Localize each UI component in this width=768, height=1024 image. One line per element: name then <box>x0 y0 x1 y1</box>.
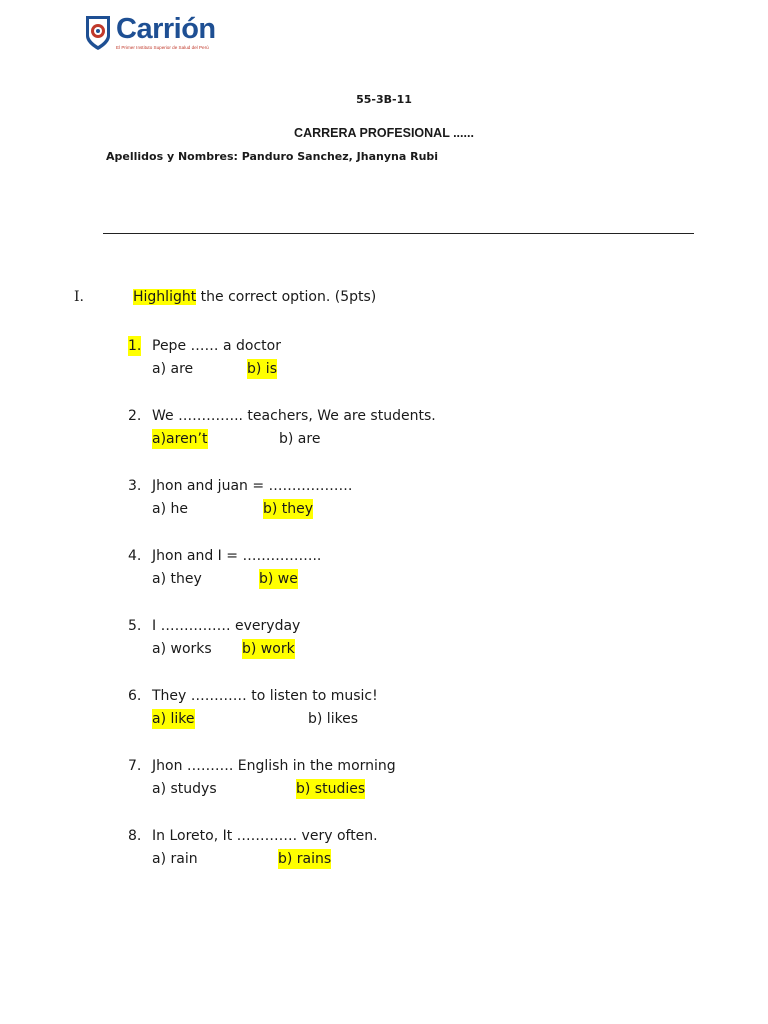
question-number: 3. <box>128 478 142 494</box>
question-1-option-a: a) are <box>152 361 194 377</box>
institute-logo <box>84 14 216 52</box>
question-6-option-b: b) likes <box>308 711 359 727</box>
question-4-option-a: a) they <box>152 571 202 587</box>
instruction-text: the correct option. (5pts) <box>196 289 377 305</box>
question-number: 6. <box>128 688 142 704</box>
question-6-option-a: a) like <box>152 711 195 727</box>
question-1-option-b: b) is <box>247 361 277 377</box>
question-3-option-b: b) they <box>263 501 314 517</box>
question-text: Jhon and I = …………….. <box>152 548 322 564</box>
question-3-option-a: a) he <box>152 501 188 517</box>
question-text: I …………… everyday <box>152 618 301 634</box>
header-divider <box>103 233 694 234</box>
question-7-option-a: a) studys <box>152 781 217 797</box>
question-number: 8. <box>128 828 142 844</box>
question-2-option-a: a)aren’t <box>152 431 208 447</box>
question-number: 4. <box>128 548 142 564</box>
shield-crest-icon <box>84 14 112 52</box>
question-7-option-b: b) studies <box>296 781 366 797</box>
question-number: 1. <box>128 338 142 354</box>
section-number: I. <box>74 289 84 305</box>
student-name: Apellidos y Nombres: Panduro Sanchez, Jhanyna Rubi <box>106 150 439 163</box>
question-number: 5. <box>128 618 142 634</box>
logo-tagline: El Primer Instituto Superior de Salud del Perú <box>116 45 209 50</box>
question-2-option-b: b) are <box>279 431 321 447</box>
question-text: Jhon ………. English in the morning <box>152 758 396 774</box>
section-instruction <box>133 289 376 305</box>
logo-name: Carrión <box>116 13 216 45</box>
question-text: Jhon and juan = ……………… <box>152 478 353 494</box>
question-text: Pepe …… a doctor <box>152 338 281 354</box>
question-8-option-a: a) rain <box>152 851 198 867</box>
instruction-highlight-word: Highlight <box>133 289 197 305</box>
question-number: 2. <box>128 408 142 424</box>
question-5-option-b: b) work <box>242 641 295 657</box>
question-number: 7. <box>128 758 142 774</box>
career-heading: CARRERA PROFESIONAL ...... <box>294 126 474 140</box>
question-text: In Loreto, It …………. very often. <box>152 828 378 844</box>
question-text: We ………….. teachers, We are students. <box>152 408 436 424</box>
question-5-option-a: a) works <box>152 641 212 657</box>
question-4-option-b: b) we <box>259 571 298 587</box>
question-text: They ………… to listen to music! <box>152 688 378 704</box>
document-code: 55-3B-11 <box>356 93 412 106</box>
question-8-option-b: b) rains <box>278 851 332 867</box>
